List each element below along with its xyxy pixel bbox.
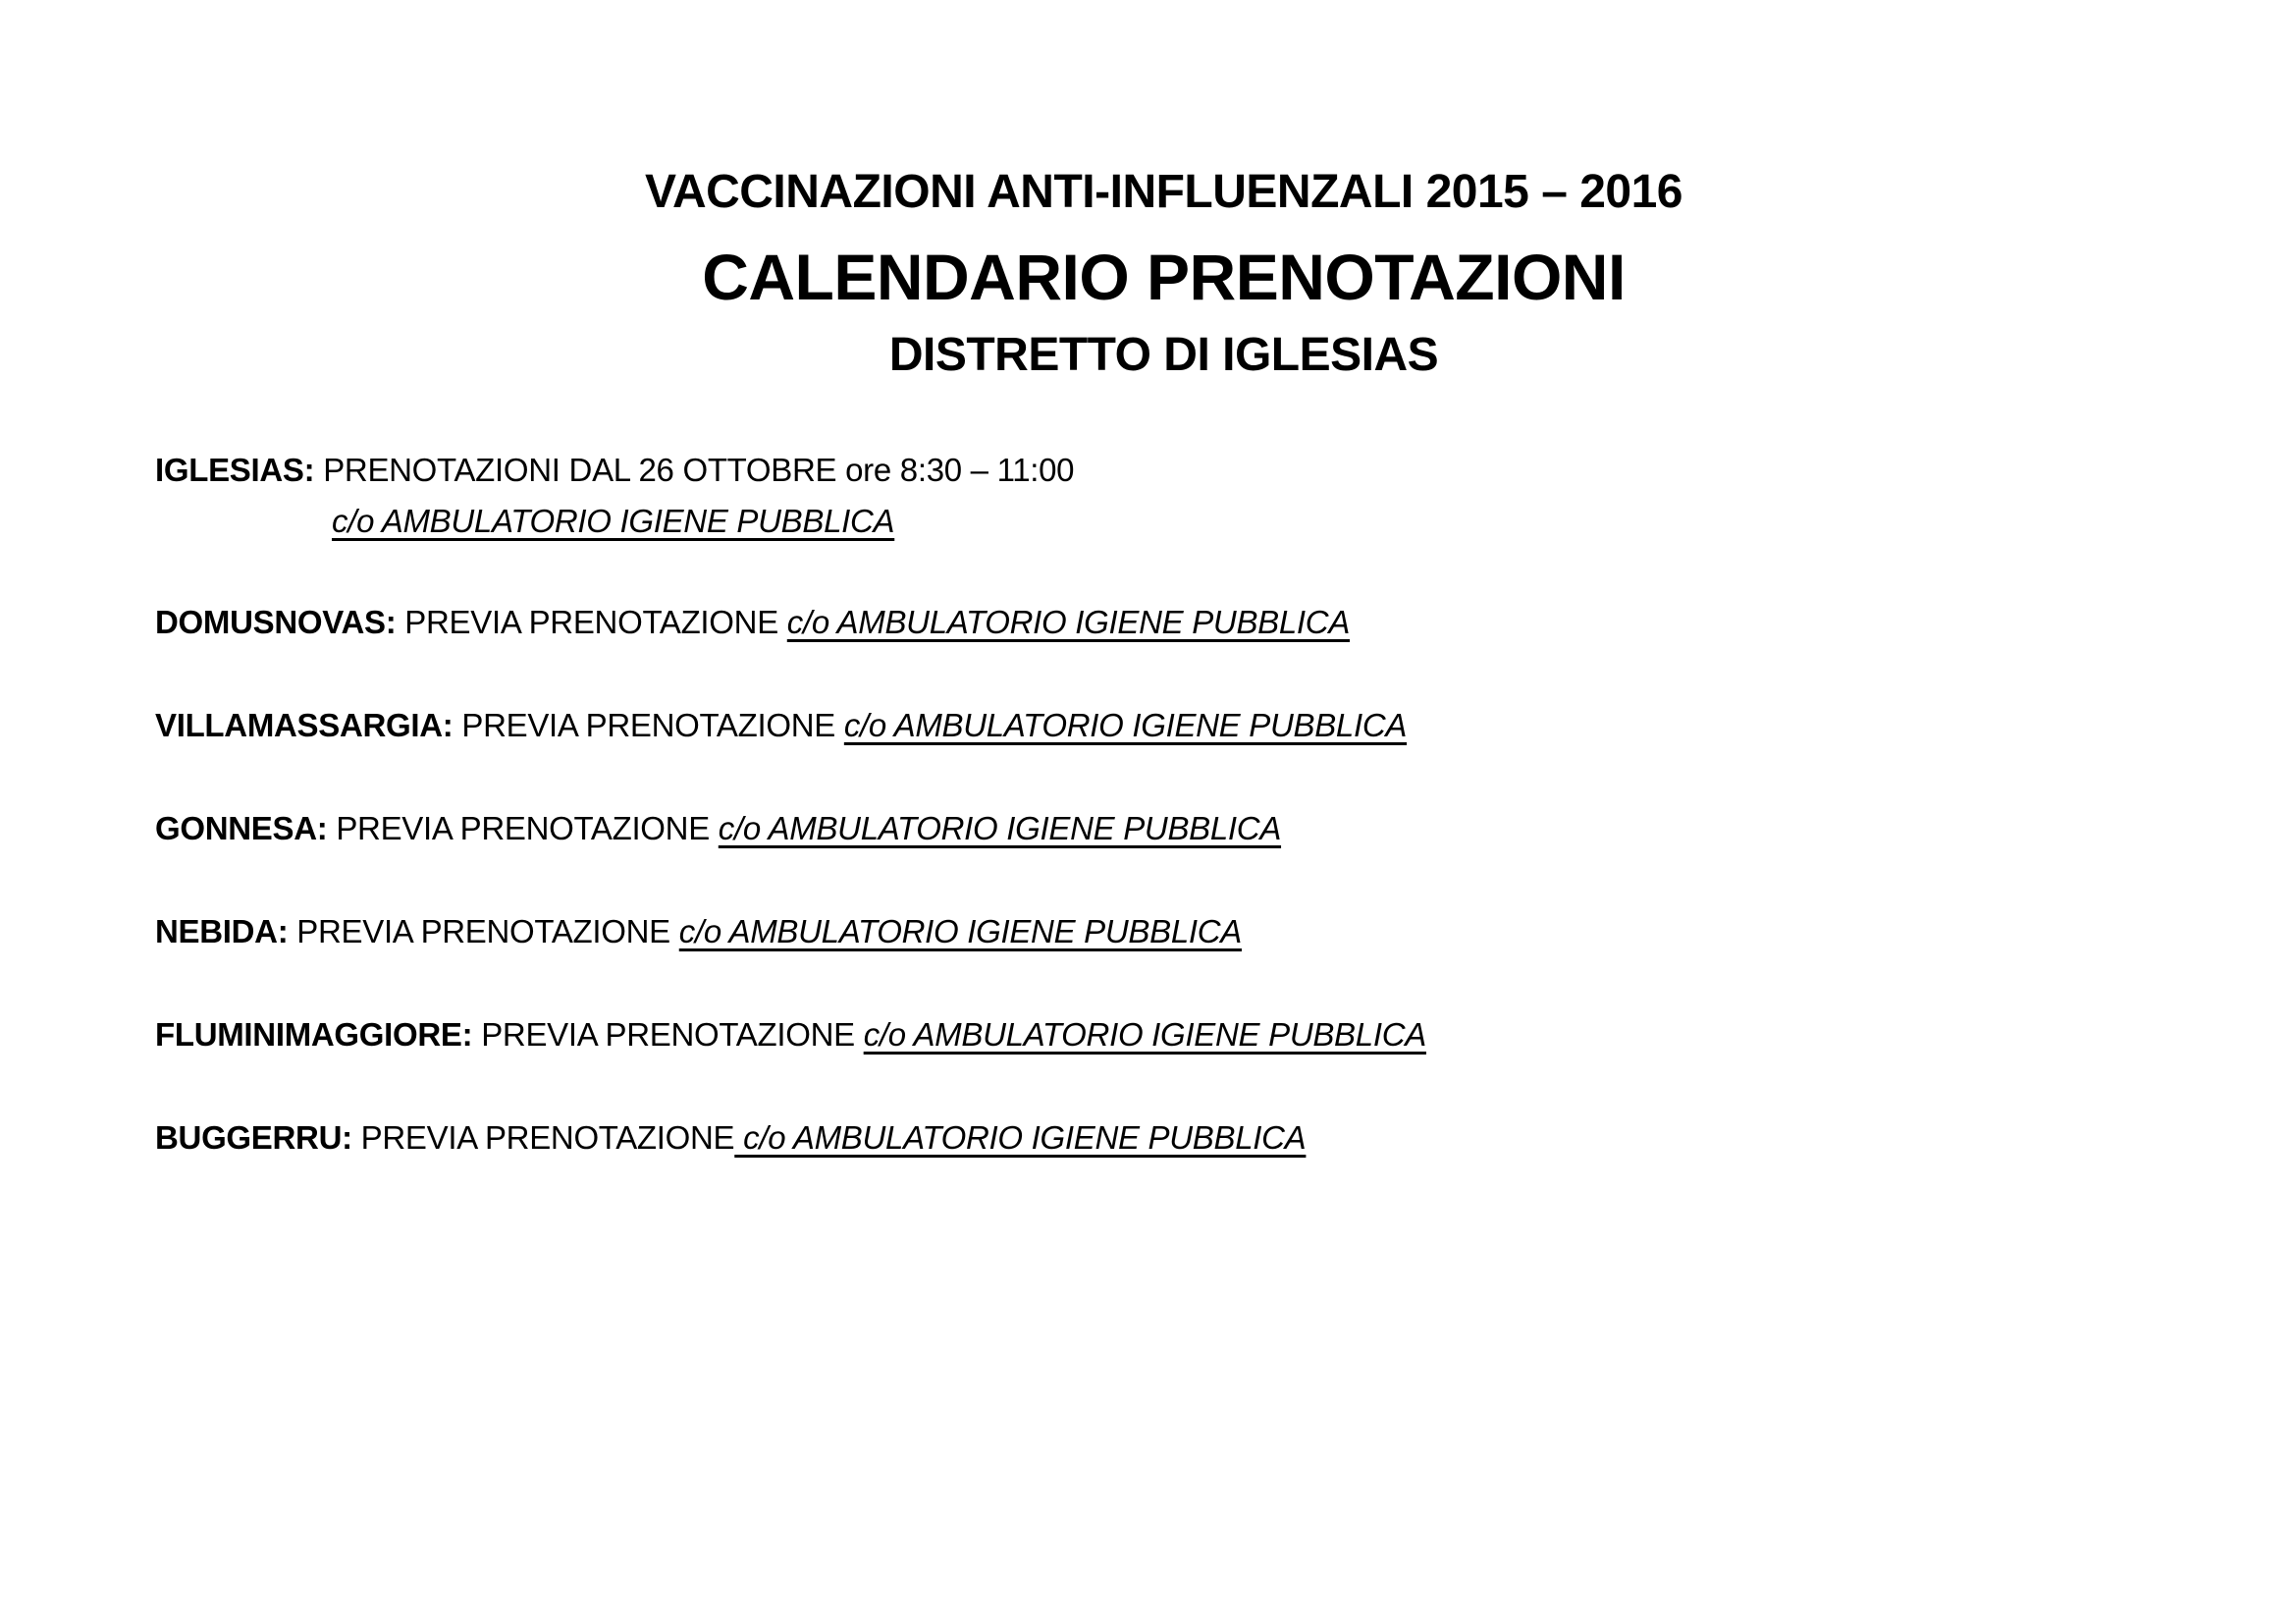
entry-villamassargia bbox=[155, 707, 1407, 744]
district-subtitle: DISTRETTO DI IGLESIAS bbox=[888, 329, 1439, 381]
location-text: c/o AMBULATORIO IGIENE PUBBLICA bbox=[843, 707, 1408, 743]
town-name: BUGGERRU: bbox=[155, 1119, 352, 1156]
location-text: c/o AMBULATORIO IGIENE PUBBLICA bbox=[734, 1119, 1307, 1156]
entry-text: PREVIA PRENOTAZIONE bbox=[396, 604, 787, 640]
location-text: c/o AMBULATORIO IGIENE PUBBLICA bbox=[786, 604, 1351, 640]
town-name: FLUMINIMAGGIORE: bbox=[155, 1016, 473, 1053]
entry-iglesias-location bbox=[332, 503, 894, 540]
document-title: VACCINAZIONI ANTI-INFLUENZALI 2015 – 2016 bbox=[644, 166, 1682, 218]
entry-iglesias bbox=[155, 452, 1074, 489]
entry-text: PREVIA PRENOTAZIONE bbox=[351, 1119, 735, 1156]
location-text: c/o AMBULATORIO IGIENE PUBBLICA bbox=[332, 503, 895, 539]
entry-fluminimaggiore bbox=[155, 1016, 1426, 1054]
entry-text: PRENOTAZIONI DAL 26 OTTOBRE ore 8:30 – 11:00 bbox=[314, 452, 1075, 488]
town-name: DOMUSNOVAS: bbox=[155, 604, 397, 640]
location-text: c/o AMBULATORIO IGIENE PUBBLICA bbox=[718, 810, 1282, 846]
entry-text: PREVIA PRENOTAZIONE bbox=[327, 810, 719, 846]
entry-gonnesa bbox=[155, 810, 1281, 847]
town-name: GONNESA: bbox=[155, 810, 328, 846]
town-name: VILLAMASSARGIA: bbox=[155, 707, 454, 743]
town-name: NEBIDA: bbox=[155, 913, 289, 949]
entry-text: PREVIA PRENOTAZIONE bbox=[288, 913, 679, 949]
entry-buggerru bbox=[155, 1119, 1306, 1157]
document-heading: CALENDARIO PRENOTAZIONI bbox=[702, 241, 1626, 313]
entry-domusnovas bbox=[155, 604, 1350, 641]
location-text: c/o AMBULATORIO IGIENE PUBBLICA bbox=[678, 913, 1242, 949]
entry-text: PREVIA PRENOTAZIONE bbox=[472, 1016, 864, 1053]
entry-text: PREVIA PRENOTAZIONE bbox=[453, 707, 844, 743]
entry-nebida bbox=[155, 913, 1242, 950]
location-text: c/o AMBULATORIO IGIENE PUBBLICA bbox=[863, 1016, 1426, 1053]
town-name: IGLESIAS: bbox=[155, 452, 315, 488]
